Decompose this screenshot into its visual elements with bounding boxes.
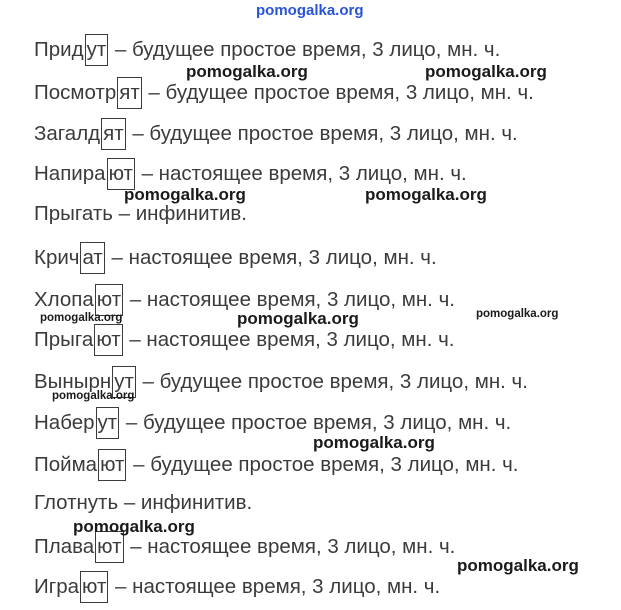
text-line-8: Прыга ют – настоящее время, 3 лицо, мн. ч. (34, 324, 454, 356)
watermark-logo: pomogalka.org (313, 433, 435, 452)
text-line-1: Прид ут – будущее простое время, 3 лицо, мн. ч. (34, 34, 500, 66)
watermark-logo: pomogalka.org (425, 62, 547, 81)
text-line-11: Пойма ют – будущее простое время, 3 лицо, мн. ч. (34, 449, 519, 481)
ending-box: ют (80, 571, 108, 603)
ending-box: ут (112, 366, 136, 398)
watermark-logo: pomogalka.org (237, 309, 359, 328)
ending-box: ут (85, 34, 109, 66)
ending-box: ят (101, 118, 126, 150)
ending-box: ют (98, 449, 126, 481)
text-line-6: Крич ат – настоящее время, 3 лицо, мн. ч. (34, 242, 437, 274)
watermark-logo: pomogalka.org (365, 185, 487, 204)
ending-box: ут (96, 407, 120, 439)
watermark-logo: pomogalka.org (73, 517, 195, 536)
watermark-logo: pomogalka.org (457, 556, 579, 575)
text-line-14: Игра ют – настоящее время, 3 лицо, мн. ч. (34, 571, 440, 603)
text-line-4: Напира ют – настоящее время, 3 лицо, мн. ч. (34, 158, 467, 190)
watermark-logo: pomogalka.org (124, 185, 246, 204)
ending-box: ют (94, 324, 122, 356)
text-line-10: Набер ут – будущее простое время, 3 лицо, мн. ч. (34, 407, 511, 439)
text-line-13: Плава ют – настоящее время, 3 лицо, мн. ч. (34, 531, 455, 563)
text-line-7: Хлопа ют – настоящее время, 3 лицо, мн. ч. (34, 284, 455, 316)
ending-box: ют (95, 284, 123, 316)
text-line-5: Прыгать – инфинитив. (34, 202, 247, 225)
watermark-logo: pomogalka.org (476, 308, 559, 320)
ending-box: ат (80, 242, 104, 274)
watermark-logo: pomogalka.org (40, 312, 123, 324)
ending-box: ют (95, 531, 123, 563)
text-line-12: Глотнуть – инфинитив. (34, 491, 253, 514)
ending-box: ют (107, 158, 135, 190)
watermark-logo: pomogalka.org (52, 390, 135, 402)
text-line-9: Вынырн ут – будущее простое время, 3 лицо, мн. ч. (34, 366, 528, 398)
text-line-2: Посмотр ят – будущее простое время, 3 лицо, мн. ч. (34, 77, 534, 109)
watermark-top: pomogalka.org (256, 2, 364, 19)
ending-box: ят (117, 77, 142, 109)
watermark-logo: pomogalka.org (186, 62, 308, 81)
text-line-3: Загалд ят – будущее простое время, 3 лицо, мн. ч. (34, 118, 518, 150)
